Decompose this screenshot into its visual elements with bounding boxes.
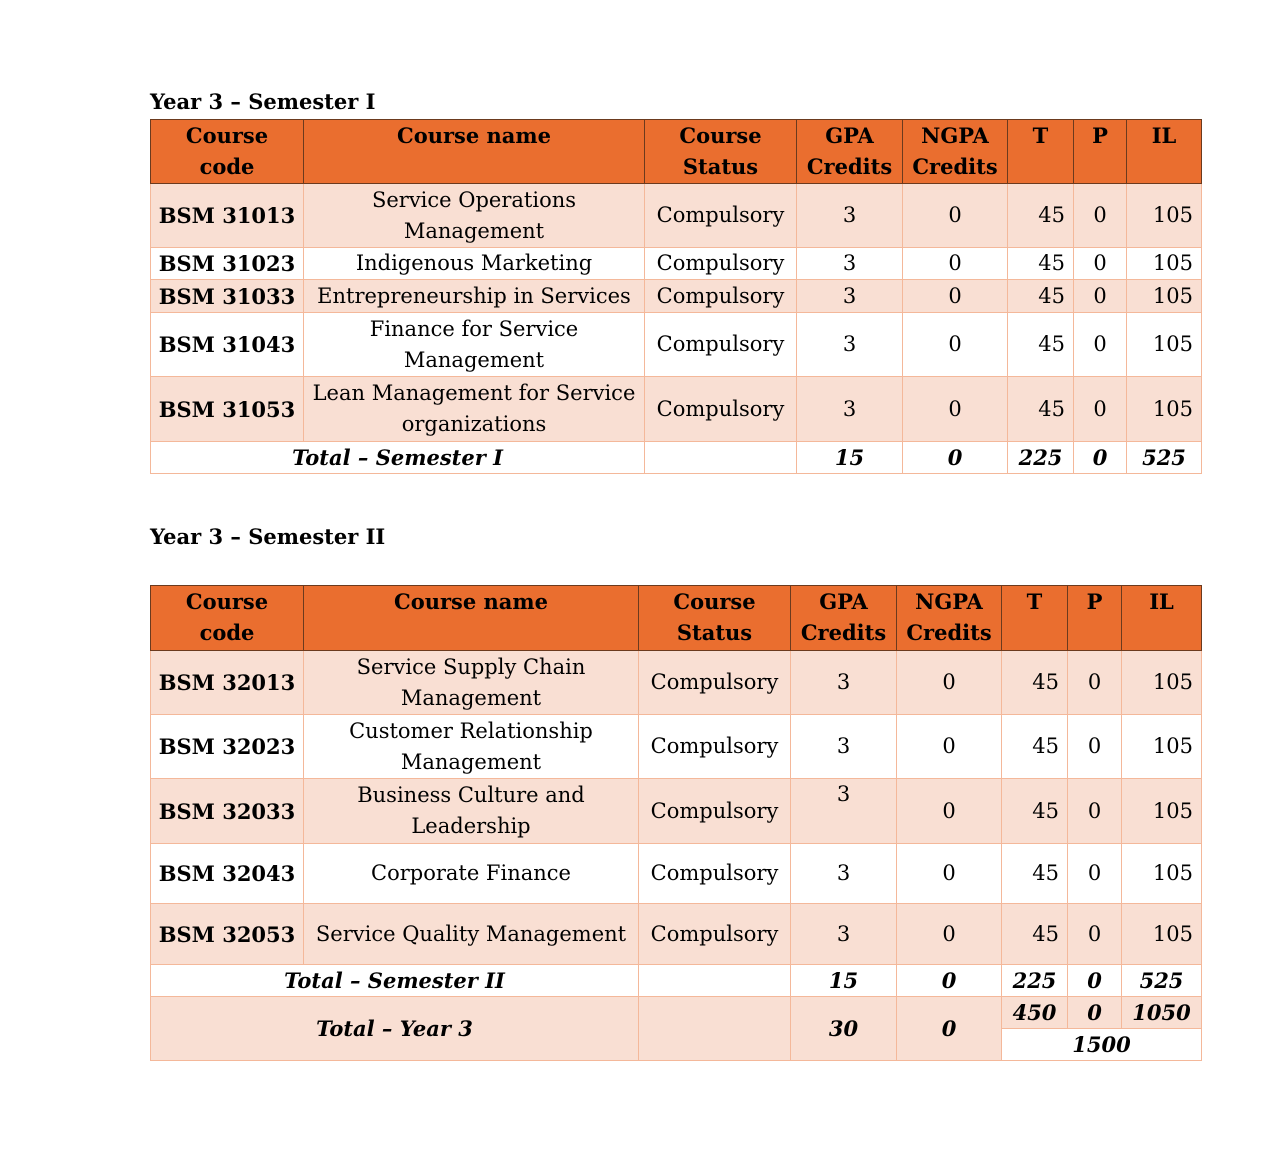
t-hours: 45: [1002, 779, 1068, 844]
il-hours: 105: [1122, 651, 1202, 715]
course-status: Compulsory: [645, 280, 797, 313]
gpa-credits: 3: [791, 779, 897, 844]
course-code: BSM 32043: [151, 844, 304, 904]
t-hours: 45: [1002, 651, 1068, 715]
header-ngpa-credits: NGPA Credits: [897, 586, 1002, 651]
header-t: T: [1008, 120, 1074, 184]
course-name: Service Supply Chain Management: [304, 651, 639, 715]
il-hours: 105: [1127, 184, 1202, 248]
ngpa-credits: 0: [903, 377, 1008, 442]
semester-2-table: [150, 585, 1202, 1061]
p-hours: 0: [1074, 184, 1127, 248]
gpa-credits: 3: [791, 715, 897, 779]
semester-total-row: [151, 442, 1202, 474]
gpa-credits: 3: [797, 280, 903, 313]
table-row: [151, 779, 1202, 844]
course-code: BSM 31013: [151, 184, 304, 248]
semester-2-title: Year 3 – Semester II: [150, 524, 386, 549]
total-ngpa: 0: [903, 442, 1008, 474]
gpa-credits: 3: [797, 313, 903, 377]
course-code: BSM 31023: [151, 248, 304, 280]
course-code: BSM 31043: [151, 313, 304, 377]
table-row: [151, 651, 1202, 715]
course-name: Lean Management for Service organizations: [304, 377, 645, 442]
gpa-credits: 3: [797, 377, 903, 442]
course-code: BSM 32013: [151, 651, 304, 715]
header-course-name: Course name: [304, 120, 645, 184]
course-code: BSM 32053: [151, 904, 304, 965]
table-row: [151, 715, 1202, 779]
course-status: Compulsory: [645, 377, 797, 442]
year-total-sum: 1500: [1002, 1029, 1202, 1061]
header-il: IL: [1127, 120, 1202, 184]
total-t: 225: [1002, 965, 1068, 997]
il-hours: 105: [1122, 779, 1202, 844]
course-status: Compulsory: [639, 715, 791, 779]
gpa-credits: 3: [791, 904, 897, 965]
header-gpa-credits: GPA Credits: [797, 120, 903, 184]
year-total-status-empty: [639, 997, 791, 1061]
t-hours: 45: [1008, 248, 1074, 280]
total-il: 525: [1127, 442, 1202, 474]
t-hours: 45: [1002, 715, 1068, 779]
table-row: [151, 313, 1202, 377]
course-code: BSM 32023: [151, 715, 304, 779]
header-course-code: Course code: [151, 586, 304, 651]
t-hours: 45: [1008, 377, 1074, 442]
il-hours: 105: [1122, 904, 1202, 965]
p-hours: 0: [1068, 844, 1122, 904]
header-course-name: Course name: [304, 586, 639, 651]
total-p: 0: [1068, 965, 1122, 997]
ngpa-credits: 0: [897, 651, 1002, 715]
header-il: IL: [1122, 586, 1202, 651]
gpa-credits: 3: [791, 844, 897, 904]
course-code: BSM 31053: [151, 377, 304, 442]
p-hours: 0: [1074, 313, 1127, 377]
course-name: Indigenous Marketing: [304, 248, 645, 280]
semester-total-row: [151, 965, 1202, 997]
total-il: 525: [1122, 965, 1202, 997]
header-ngpa-credits: NGPA Credits: [903, 120, 1008, 184]
gpa-credits: 3: [791, 651, 897, 715]
ngpa-credits: 0: [903, 280, 1008, 313]
year-total-ngpa: 0: [897, 997, 1002, 1061]
table-row: [151, 377, 1202, 442]
year-total-label: Total – Year 3: [151, 997, 639, 1061]
header-t: T: [1002, 586, 1068, 651]
total-status-empty: [639, 965, 791, 997]
ngpa-credits: 0: [897, 904, 1002, 965]
course-name: Customer Relationship Management: [304, 715, 639, 779]
p-hours: 0: [1074, 377, 1127, 442]
course-code: BSM 31033: [151, 280, 304, 313]
il-hours: 105: [1127, 377, 1202, 442]
ngpa-credits: 0: [903, 313, 1008, 377]
ngpa-credits: 0: [903, 248, 1008, 280]
t-hours: 45: [1008, 313, 1074, 377]
total-t: 225: [1008, 442, 1074, 474]
header-course-status: Course Status: [639, 586, 791, 651]
course-name: Corporate Finance: [304, 844, 639, 904]
semester-1-table: [150, 119, 1202, 474]
gpa-credits: 3: [797, 248, 903, 280]
il-hours: 105: [1127, 248, 1202, 280]
year-total-gpa: 30: [791, 997, 897, 1061]
course-status: Compulsory: [639, 844, 791, 904]
total-label: Total – Semester I: [151, 442, 645, 474]
p-hours: 0: [1068, 904, 1122, 965]
table-row: [151, 248, 1202, 280]
course-status: Compulsory: [639, 651, 791, 715]
il-hours: 105: [1127, 280, 1202, 313]
total-gpa: 15: [791, 965, 897, 997]
course-status: Compulsory: [645, 184, 797, 248]
gpa-credits: 3: [797, 184, 903, 248]
p-hours: 0: [1068, 651, 1122, 715]
total-gpa: 15: [797, 442, 903, 474]
course-status: Compulsory: [639, 904, 791, 965]
table-row: [151, 184, 1202, 248]
header-gpa-credits: GPA Credits: [791, 586, 897, 651]
total-ngpa: 0: [897, 965, 1002, 997]
table-row: [151, 904, 1202, 965]
t-hours: 45: [1008, 280, 1074, 313]
ngpa-credits: 0: [897, 844, 1002, 904]
header-row: [151, 586, 1202, 651]
course-status: Compulsory: [639, 779, 791, 844]
il-hours: 105: [1122, 715, 1202, 779]
course-name: Business Culture and Leadership: [304, 779, 639, 844]
table-row: [151, 280, 1202, 313]
course-status: Compulsory: [645, 313, 797, 377]
ngpa-credits: 0: [897, 779, 1002, 844]
total-p: 0: [1074, 442, 1127, 474]
header-course-code: Course code: [151, 120, 304, 184]
p-hours: 0: [1068, 715, 1122, 779]
header-row: [151, 120, 1202, 184]
header-course-status: Course Status: [645, 120, 797, 184]
course-status: Compulsory: [645, 248, 797, 280]
p-hours: 0: [1068, 779, 1122, 844]
ngpa-credits: 0: [897, 715, 1002, 779]
course-name: Service Quality Management: [304, 904, 639, 965]
course-name: Service Operations Management: [304, 184, 645, 248]
course-code: BSM 32033: [151, 779, 304, 844]
year-total-p: 0: [1068, 997, 1122, 1029]
course-name: Entrepreneurship in Services: [304, 280, 645, 313]
il-hours: 105: [1127, 313, 1202, 377]
t-hours: 45: [1002, 904, 1068, 965]
p-hours: 0: [1074, 248, 1127, 280]
total-status-empty: [645, 442, 797, 474]
p-hours: 0: [1074, 280, 1127, 313]
t-hours: 45: [1002, 844, 1068, 904]
total-label: Total – Semester II: [151, 965, 639, 997]
course-name: Finance for Service Management: [304, 313, 645, 377]
year-total-row: [151, 997, 1202, 1029]
semester-1-title: Year 3 – Semester I: [150, 89, 376, 114]
header-p: P: [1074, 120, 1127, 184]
t-hours: 45: [1008, 184, 1074, 248]
year-total-t: 450: [1002, 997, 1068, 1029]
header-p: P: [1068, 586, 1122, 651]
il-hours: 105: [1122, 844, 1202, 904]
table-row: [151, 844, 1202, 904]
year-total-il: 1050: [1122, 997, 1202, 1029]
ngpa-credits: 0: [903, 184, 1008, 248]
